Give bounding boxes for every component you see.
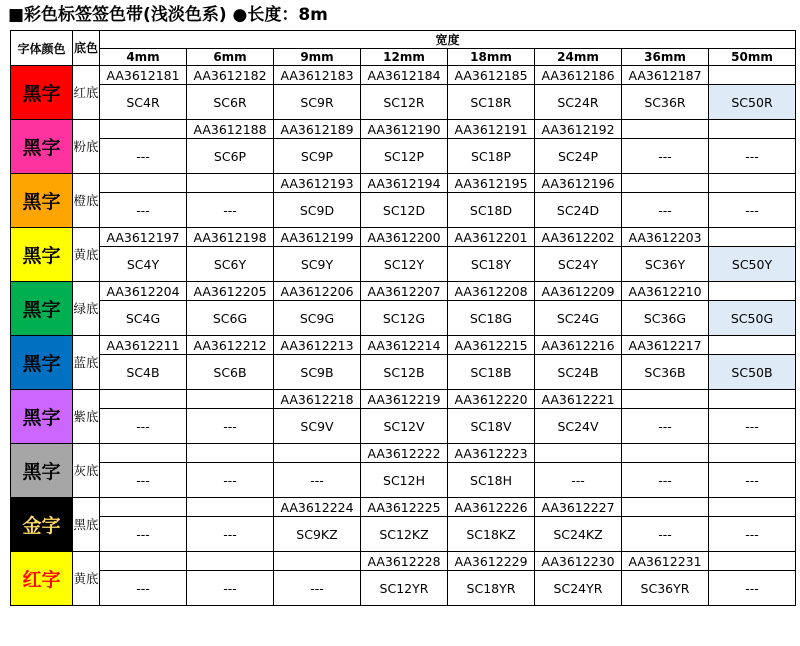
- product-code: [709, 336, 796, 355]
- model-number: SC18Y: [448, 247, 535, 282]
- font-color-swatch: 黑字: [11, 390, 73, 444]
- product-code: AA3612202: [535, 228, 622, 247]
- model-number: SC12V: [361, 409, 448, 444]
- product-code: AA3612219: [361, 390, 448, 409]
- header-base-color: 底色: [73, 31, 100, 66]
- product-code: [709, 174, 796, 193]
- model-number: ---: [622, 409, 709, 444]
- model-number: ---: [622, 517, 709, 552]
- table-row: [11, 444, 796, 463]
- model-number: ---: [274, 571, 361, 606]
- model-number: ---: [100, 571, 187, 606]
- font-color-swatch: 金字: [11, 498, 73, 552]
- product-code: AA3612216: [535, 336, 622, 355]
- product-code: [274, 552, 361, 571]
- product-code: [622, 444, 709, 463]
- font-color-swatch: 黑字: [11, 336, 73, 390]
- model-number: ---: [100, 193, 187, 228]
- product-code: AA3612183: [274, 66, 361, 85]
- product-code: AA3612213: [274, 336, 361, 355]
- header-width-12mm: 12mm: [361, 49, 448, 66]
- product-code: AA3612182: [187, 66, 274, 85]
- product-code: [100, 120, 187, 139]
- product-code: [709, 444, 796, 463]
- product-code: [709, 390, 796, 409]
- product-code: AA3612225: [361, 498, 448, 517]
- product-code: AA3612194: [361, 174, 448, 193]
- table-row: [11, 552, 796, 571]
- base-color-label: 绿底: [73, 282, 100, 336]
- header-width-18mm: 18mm: [448, 49, 535, 66]
- product-code: AA3612215: [448, 336, 535, 355]
- model-number: ---: [709, 571, 796, 606]
- model-number: SC6G: [187, 301, 274, 336]
- header-width-6mm: 6mm: [187, 49, 274, 66]
- model-number: SC6Y: [187, 247, 274, 282]
- font-color-swatch: 黑字: [11, 66, 73, 120]
- product-code: AA3612220: [448, 390, 535, 409]
- model-number: ---: [100, 139, 187, 174]
- base-color-label: 橙底: [73, 174, 100, 228]
- product-code: AA3612206: [274, 282, 361, 301]
- model-number: SC24KZ: [535, 517, 622, 552]
- table-row: [11, 66, 796, 85]
- model-number: SC12KZ: [361, 517, 448, 552]
- model-number: ---: [274, 463, 361, 498]
- product-code: [622, 120, 709, 139]
- product-code: [709, 66, 796, 85]
- product-code: AA3612192: [535, 120, 622, 139]
- table-row-model: [11, 355, 796, 390]
- table-row-model: [11, 139, 796, 174]
- model-number: SC18YR: [448, 571, 535, 606]
- product-code: AA3612184: [361, 66, 448, 85]
- product-code: AA3612199: [274, 228, 361, 247]
- base-color-label: 黄底: [73, 228, 100, 282]
- model-number: SC36G: [622, 301, 709, 336]
- model-number: ---: [622, 463, 709, 498]
- model-number: ---: [187, 571, 274, 606]
- model-number: ---: [709, 139, 796, 174]
- product-code: AA3612229: [448, 552, 535, 571]
- product-code: AA3612204: [100, 282, 187, 301]
- table-row-model: [11, 301, 796, 336]
- product-code: AA3612191: [448, 120, 535, 139]
- model-number: SC12P: [361, 139, 448, 174]
- model-number: SC4B: [100, 355, 187, 390]
- table-row: [11, 336, 796, 355]
- model-number: SC24Y: [535, 247, 622, 282]
- product-code: AA3612181: [100, 66, 187, 85]
- model-number: SC50B: [709, 355, 796, 390]
- model-number: SC12G: [361, 301, 448, 336]
- product-code: [100, 552, 187, 571]
- product-code: AA3612188: [187, 120, 274, 139]
- model-number: ---: [622, 139, 709, 174]
- product-code: AA3612209: [535, 282, 622, 301]
- product-code: AA3612198: [187, 228, 274, 247]
- model-number: SC12H: [361, 463, 448, 498]
- product-code: AA3612210: [622, 282, 709, 301]
- product-code: AA3612221: [535, 390, 622, 409]
- product-code: [709, 120, 796, 139]
- product-code: AA3612197: [100, 228, 187, 247]
- font-color-swatch: 黑字: [11, 228, 73, 282]
- header-width: 宽度: [100, 31, 796, 49]
- product-code: AA3612185: [448, 66, 535, 85]
- base-color-label: 黑底: [73, 498, 100, 552]
- product-code: AA3612193: [274, 174, 361, 193]
- model-number: ---: [709, 193, 796, 228]
- spec-table: [10, 30, 796, 606]
- product-code: AA3612201: [448, 228, 535, 247]
- header-width-24mm: 24mm: [535, 49, 622, 66]
- product-code: [187, 552, 274, 571]
- model-number: SC36R: [622, 85, 709, 120]
- model-number: SC18P: [448, 139, 535, 174]
- table-row: [11, 282, 796, 301]
- model-number: SC12YR: [361, 571, 448, 606]
- header-width-36mm: 36mm: [622, 49, 709, 66]
- model-number: SC24YR: [535, 571, 622, 606]
- model-number: SC9D: [274, 193, 361, 228]
- product-code: [709, 552, 796, 571]
- product-code: AA3612214: [361, 336, 448, 355]
- model-number: SC6P: [187, 139, 274, 174]
- product-code: AA3612222: [361, 444, 448, 463]
- model-number: SC18V: [448, 409, 535, 444]
- model-number: SC18R: [448, 85, 535, 120]
- model-number: ---: [100, 409, 187, 444]
- product-code: [100, 498, 187, 517]
- product-code: [622, 390, 709, 409]
- model-number: SC24D: [535, 193, 622, 228]
- base-color-label: 灰底: [73, 444, 100, 498]
- model-number: SC24R: [535, 85, 622, 120]
- model-number: SC12B: [361, 355, 448, 390]
- table-row-model: [11, 409, 796, 444]
- font-color-swatch: 红字: [11, 552, 73, 606]
- model-number: SC36YR: [622, 571, 709, 606]
- model-number: SC9KZ: [274, 517, 361, 552]
- model-number: ---: [187, 193, 274, 228]
- model-number: ---: [187, 409, 274, 444]
- model-number: SC24G: [535, 301, 622, 336]
- table-row-model: [11, 517, 796, 552]
- product-code: AA3612211: [100, 336, 187, 355]
- table-row-model: [11, 193, 796, 228]
- model-number: SC9R: [274, 85, 361, 120]
- product-code: AA3612205: [187, 282, 274, 301]
- product-code: [100, 444, 187, 463]
- model-number: SC50Y: [709, 247, 796, 282]
- model-number: SC24P: [535, 139, 622, 174]
- product-code: [274, 444, 361, 463]
- model-number: ---: [709, 463, 796, 498]
- table-row-model: [11, 463, 796, 498]
- font-color-swatch: 黑字: [11, 282, 73, 336]
- product-code: [622, 174, 709, 193]
- product-code: [187, 390, 274, 409]
- product-code: AA3612224: [274, 498, 361, 517]
- product-code: AA3612231: [622, 552, 709, 571]
- model-number: SC12D: [361, 193, 448, 228]
- model-number: ---: [709, 517, 796, 552]
- product-code: AA3612195: [448, 174, 535, 193]
- product-code: AA3612217: [622, 336, 709, 355]
- model-number: SC9P: [274, 139, 361, 174]
- header-width-4mm: 4mm: [100, 49, 187, 66]
- product-code: [709, 498, 796, 517]
- model-number: ---: [187, 517, 274, 552]
- base-color-label: 黄底: [73, 552, 100, 606]
- product-code: AA3612187: [622, 66, 709, 85]
- table-row: [11, 498, 796, 517]
- model-number: SC6B: [187, 355, 274, 390]
- model-number: SC4R: [100, 85, 187, 120]
- product-code: AA3612208: [448, 282, 535, 301]
- model-number: ---: [100, 517, 187, 552]
- product-code: AA3612207: [361, 282, 448, 301]
- header-width-50mm: 50mm: [709, 49, 796, 66]
- model-number: SC36B: [622, 355, 709, 390]
- model-number: SC18KZ: [448, 517, 535, 552]
- table-row: [11, 120, 796, 139]
- model-number: SC9B: [274, 355, 361, 390]
- model-number: SC24V: [535, 409, 622, 444]
- base-color-label: 粉底: [73, 120, 100, 174]
- product-code: AA3612226: [448, 498, 535, 517]
- product-code: [535, 444, 622, 463]
- product-code: AA3612200: [361, 228, 448, 247]
- product-code: [709, 228, 796, 247]
- header-width-9mm: 9mm: [274, 49, 361, 66]
- product-code: [187, 444, 274, 463]
- model-number: SC36Y: [622, 247, 709, 282]
- model-number: ---: [535, 463, 622, 498]
- product-code: AA3612189: [274, 120, 361, 139]
- product-code: [100, 174, 187, 193]
- font-color-swatch: 黑字: [11, 174, 73, 228]
- model-number: ---: [709, 409, 796, 444]
- table-row: [11, 174, 796, 193]
- model-number: SC4Y: [100, 247, 187, 282]
- model-number: SC9V: [274, 409, 361, 444]
- model-number: ---: [187, 463, 274, 498]
- model-number: SC6R: [187, 85, 274, 120]
- model-number: SC18D: [448, 193, 535, 228]
- page-title: ■彩色标签签色带(浅淡色系) ●长度：8m: [8, 5, 328, 25]
- product-code: AA3612228: [361, 552, 448, 571]
- product-code: [622, 498, 709, 517]
- base-color-label: 紫底: [73, 390, 100, 444]
- table-row: [11, 228, 796, 247]
- product-code: AA3612227: [535, 498, 622, 517]
- model-number: ---: [100, 463, 187, 498]
- model-number: SC9Y: [274, 247, 361, 282]
- model-number: SC18B: [448, 355, 535, 390]
- base-color-label: 红底: [73, 66, 100, 120]
- model-number: SC12Y: [361, 247, 448, 282]
- product-code: AA3612186: [535, 66, 622, 85]
- product-code: [100, 390, 187, 409]
- font-color-swatch: 黑字: [11, 444, 73, 498]
- table-row-model: [11, 247, 796, 282]
- base-color-label: 蓝底: [73, 336, 100, 390]
- product-code: AA3612190: [361, 120, 448, 139]
- model-number: SC50R: [709, 85, 796, 120]
- product-code: AA3612218: [274, 390, 361, 409]
- product-code: AA3612223: [448, 444, 535, 463]
- model-number: SC9G: [274, 301, 361, 336]
- product-code: [709, 282, 796, 301]
- product-code: [187, 174, 274, 193]
- table-row-model: [11, 85, 796, 120]
- model-number: SC4G: [100, 301, 187, 336]
- model-number: ---: [622, 193, 709, 228]
- header-font-color: 字体颜色: [11, 31, 73, 66]
- model-number: SC24B: [535, 355, 622, 390]
- model-number: SC18G: [448, 301, 535, 336]
- model-number: SC50G: [709, 301, 796, 336]
- model-number: SC18H: [448, 463, 535, 498]
- table-row-model: [11, 571, 796, 606]
- table-row: [11, 390, 796, 409]
- product-code: AA3612212: [187, 336, 274, 355]
- font-color-swatch: 黑字: [11, 120, 73, 174]
- product-code: AA3612196: [535, 174, 622, 193]
- product-code: AA3612230: [535, 552, 622, 571]
- model-number: SC12R: [361, 85, 448, 120]
- product-code: [187, 498, 274, 517]
- product-code: AA3612203: [622, 228, 709, 247]
